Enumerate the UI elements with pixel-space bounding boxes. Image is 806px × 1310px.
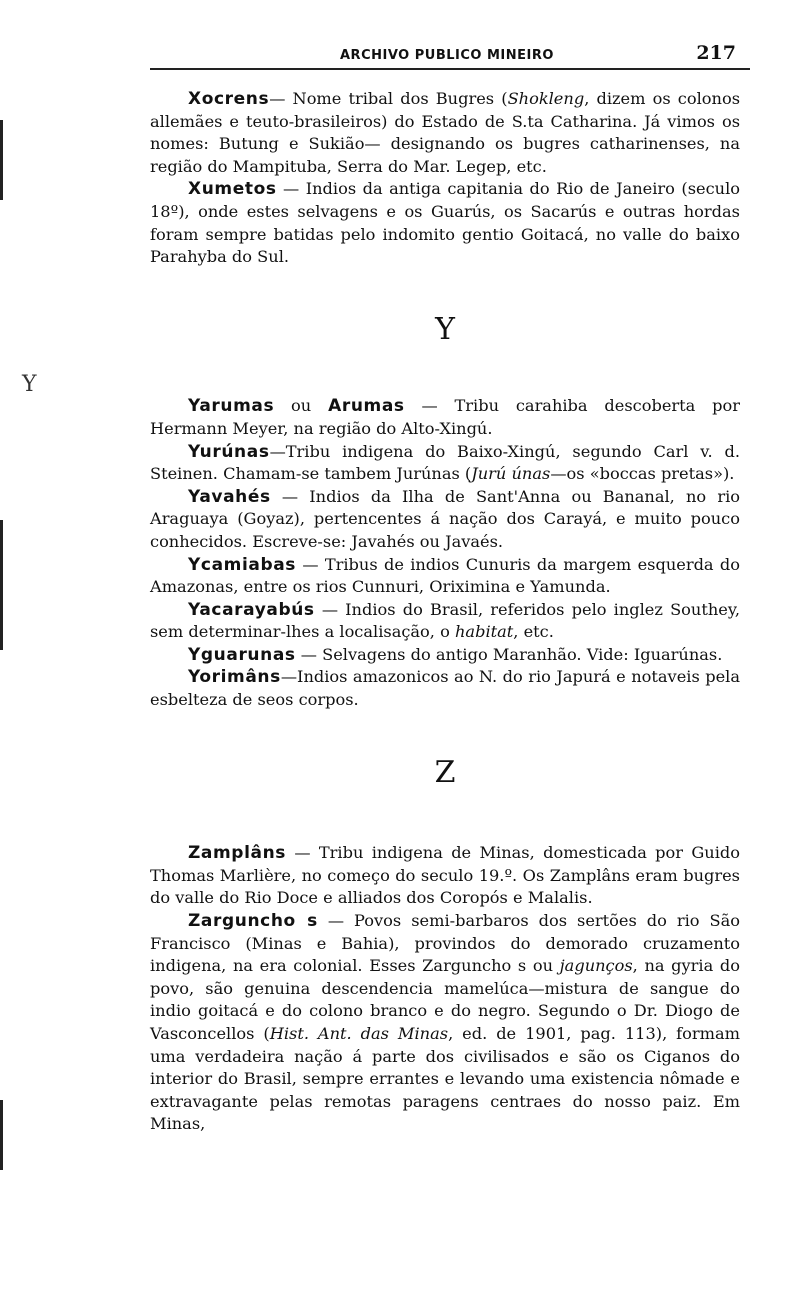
entry-term: Zarguncho s	[188, 911, 318, 932]
entry-term: Yacarayabús	[188, 599, 315, 620]
entry-term: Yavahés	[188, 486, 271, 507]
entry-text: , ed. de 1901, pag. 113), formam uma verdadeira nação á parte dos civilisados e são os Ciganos do interior do Brasil, sempre errantes e levando uma existencia nômade e extravagante pelas remotas paragens centraes do nosso paiz. Em Minas,	[150, 1024, 740, 1134]
entry-italic-citation: Hist. Ant. das Minas	[269, 1024, 449, 1043]
entry-text: — Tribus de indios Cunuris da margem esquerda do Amazonas, entre os rios Cunnuri, Oriximina e Yamunda.	[150, 554, 740, 597]
section-letter-y: Y	[435, 311, 455, 347]
entry-italic: habitat	[455, 622, 514, 642]
entry-italic: Jurú únas	[471, 464, 551, 484]
entry-zarguncho-s	[150, 910, 740, 1136]
entry-yarumas	[150, 395, 740, 440]
entry-text: , etc.	[513, 622, 554, 642]
entry-xocrens	[150, 88, 740, 178]
entry-text: ou	[274, 396, 329, 416]
scan-edge-mark	[0, 520, 3, 650]
running-header	[150, 38, 750, 70]
entry-term: Yguarunas	[188, 644, 296, 665]
entry-term: Zamplâns	[188, 843, 287, 864]
entry-text: — Selvagens do antigo Maranhão. Vide: Iguarúnas.	[295, 644, 723, 664]
entry-italic: jagunços	[559, 956, 633, 976]
margin-letter-mark: Y	[22, 372, 37, 397]
entry-yacarayabus	[150, 599, 740, 644]
entry-yavahes	[150, 486, 740, 554]
entry-yurunas	[150, 441, 740, 486]
entry-ycamiabas	[150, 554, 740, 599]
dictionary-body	[150, 88, 740, 1136]
entry-term: Yarumas	[188, 396, 275, 417]
entry-text: , dizem os colonos allemães e teuto-brasileiros) do Estado de S.ta Catharina. Já vimos os nomes: Butung e Sukião— designando os bugres catharinenses, na região do Mampituba, Serra do Mar. Legep, etc.	[150, 89, 740, 176]
entry-yorimans	[150, 666, 740, 711]
entry-italic: Shokleng	[507, 89, 585, 108]
entry-text: — Indios da Ilha de Sant'Anna ou Bananal, no rio Araguaya (Goyaz), pertencentes á nação dos Carayá, e muito pouco conhecidos. Escreve-se: Javahés ou Javaés.	[150, 486, 740, 551]
scan-edge-mark	[0, 120, 3, 200]
entry-term-alt: Arumas	[328, 396, 405, 417]
entry-term: Xocrens	[188, 89, 270, 109]
entry-text: — Indios do Brasil, referidos pelo inglez Southey, sem determinar-lhes a localisação, o	[150, 599, 740, 642]
section-letter-z: Z	[434, 754, 456, 790]
entry-zamplans	[150, 842, 740, 910]
scan-edge-mark	[0, 1100, 3, 1170]
page-number: 217	[696, 42, 736, 64]
entry-term: Ycamiabas	[188, 554, 297, 575]
running-title: ARCHIVO PUBLICO MINEIRO	[340, 48, 554, 63]
entry-yguarunas	[150, 644, 740, 667]
entry-text: , na gyria do povo, são genuina descendencia mamelúca—mistura de sangue do indio goitacá e do colono branco e do negro. Segundo o Dr. Diogo de Vasconcellos (	[150, 956, 740, 1043]
entry-term: Yorimâns	[188, 667, 281, 688]
entry-text: —Indios amazonicos ao N. do rio Japurá e notaveis pela esbelteza de seos corpos.	[150, 667, 740, 710]
entry-text: — Tribu indigena de Minas, domesticada por Guido Thomas Marlière, no começo do seculo 19.º. Os Zamplâns eram bugres do valle do Rio Doce e alliados dos Coropós e Malalis.	[150, 843, 740, 908]
entry-text: — Nome tribal dos Bugres (	[269, 89, 508, 108]
entry-xumetos	[150, 178, 740, 268]
entry-term: Xumetos	[188, 179, 277, 200]
entry-text: — Indios da antiga capitania do Rio de Janeiro (seculo 18º), onde estes selvagens e os Guarús, os Sacarús e outras hordas foram sempre batidas pelo indomito gentio Goitacá, no valle do baixo Parahyba do Sul.	[150, 179, 740, 267]
entry-text: — Povos semi-barbaros dos sertões do rio São Francisco (Minas e Bahia), provindos do demorado cruzamento indigena, na era colonial. Esses Zarguncho s ou	[150, 911, 740, 976]
entry-text: —Tribu indigena do Baixo-Xingú, segundo Carl v. d. Steinen. Chamam-se tambem Jurúnas (	[150, 441, 740, 484]
entry-term: Yurúnas	[188, 441, 270, 462]
entry-text: —os «boccas pretas»).	[550, 464, 735, 484]
entry-text: — Tribu carahiba descoberta por Hermann Meyer, na região do Alto-Xingú.	[150, 396, 740, 438]
